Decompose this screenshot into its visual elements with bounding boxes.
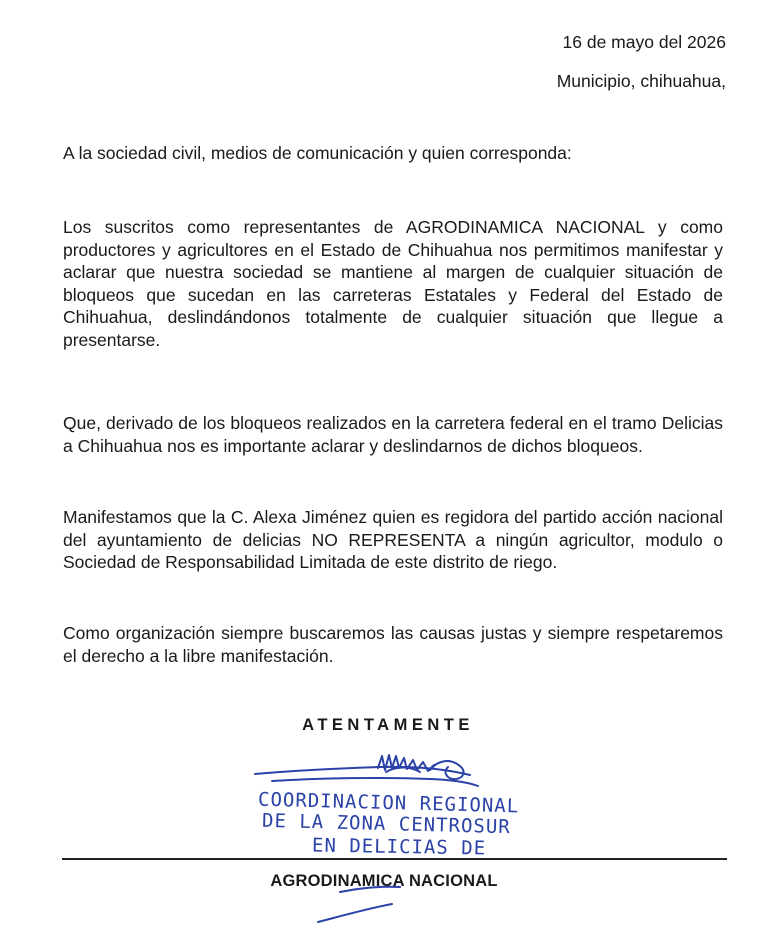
paragraph-2: Que, derivado de los bloqueos realizados en la carretera federal en el tramo Delicias a Chihuahua nos es importante aclarar y deslindarnos de dichos bloqueos. <box>63 413 723 456</box>
letter-place: Municipio, chihuahua, <box>556 71 726 91</box>
organization-name: AGRODINAMICA NACIONAL <box>270 872 498 890</box>
closing-heading: ATENTAMENTE <box>302 716 474 734</box>
handwritten-line-3: EN DELICIAS DE <box>311 834 487 860</box>
paragraph-3: Manifestamos que la C. Alexa Jiménez quien es regidora del partido acción nacional del ayuntamiento de delicias NO REPRESENTA a ningún agricultor, modulo o Sociedad de Responsabilidad Limitada de este distrito de riego. <box>63 507 723 572</box>
handwritten-line-1: COORDINACION REGIONAL <box>257 788 520 818</box>
signature-rule <box>62 858 727 860</box>
paragraph-4: Como organización siempre buscaremos las causas justas y siempre respetaremos el derecho a la libre manifestación. <box>63 623 723 666</box>
paragraph-1: Los suscritos como representantes de AGRODINAMICA NACIONAL y como productores y agricultores en el Estado de Chihuahua nos permitimos manifestar y aclarar que nuestra sociedad se mantiene al margen de cualquier situación de bloqueos que sucedan en las carreteras Estatales y Federal del Estado de Chihuahua, deslindándonos totalmente de cualquier situación que llegue a presentarse. <box>63 217 723 350</box>
handwritten-line-2: DE LA ZONA CENTROSUR <box>261 809 512 839</box>
letter-date: 16 de mayo del 2026 <box>562 32 726 52</box>
letter-greeting: A la sociedad civil, medios de comunicación y quien corresponda: <box>63 143 572 163</box>
